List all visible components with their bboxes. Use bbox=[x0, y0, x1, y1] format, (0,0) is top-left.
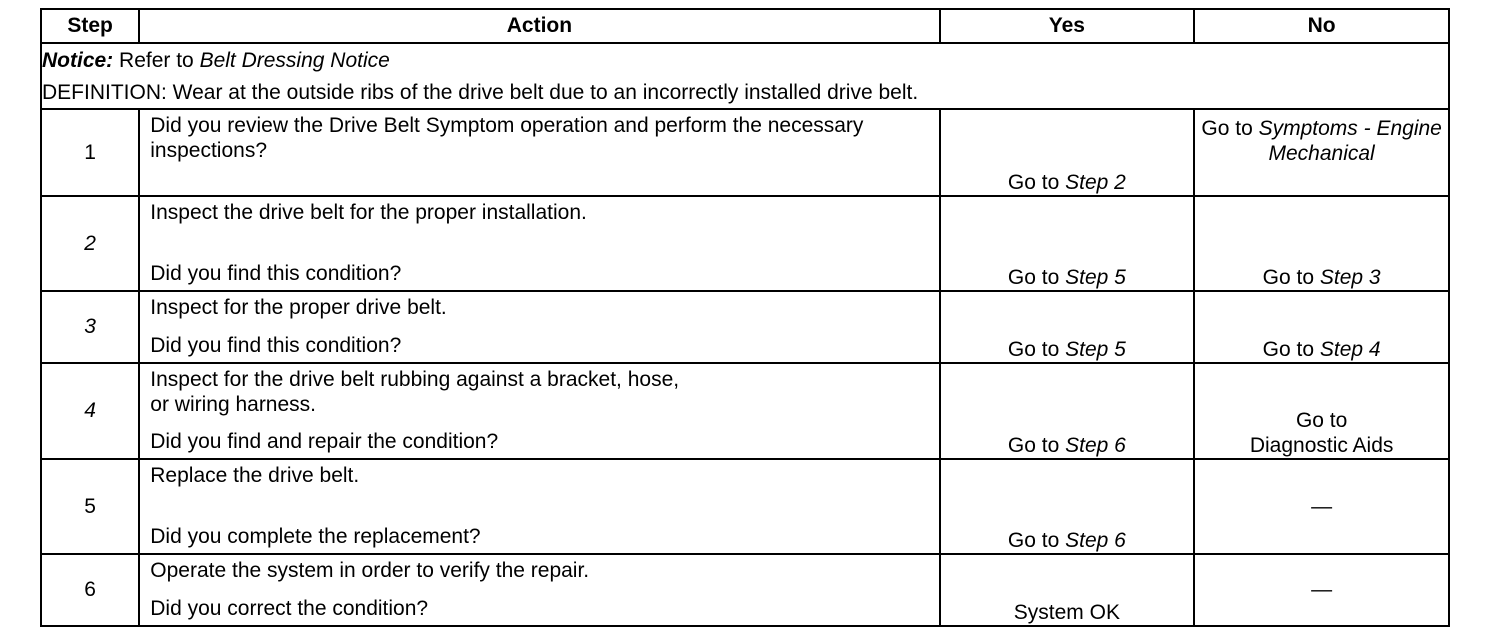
table-row bbox=[41, 554, 1449, 626]
yes-prefix: Go to bbox=[1007, 171, 1060, 194]
action-cell bbox=[139, 196, 939, 291]
table-row bbox=[41, 109, 1449, 196]
no-link[interactable]: Step 3 bbox=[1319, 266, 1381, 289]
yes-result: System OK bbox=[1013, 601, 1120, 624]
no-link[interactable]: Symptoms - Engine Mechanical bbox=[1258, 117, 1442, 165]
table-row bbox=[41, 291, 1449, 363]
notice-reference: Belt Dressing Notice bbox=[199, 49, 390, 72]
yes-link[interactable]: Step 6 bbox=[1065, 529, 1126, 552]
step-number: 2 bbox=[41, 196, 139, 291]
no-dash: — bbox=[1311, 578, 1333, 601]
definition-line: DEFINITION: Wear at the outside ribs of the drive belt due to an incorrectly installed drive belt. bbox=[42, 81, 919, 104]
no-cell bbox=[1194, 291, 1449, 363]
yes-link[interactable]: Step 6 bbox=[1065, 434, 1126, 457]
notice-label: Notice: bbox=[42, 49, 114, 72]
yes-cell bbox=[940, 363, 1195, 459]
no-cell bbox=[1194, 554, 1449, 626]
no-cell bbox=[1194, 109, 1449, 196]
notice-line bbox=[42, 44, 1448, 78]
action-question: Did you correct the condition? bbox=[150, 597, 429, 620]
action-cell bbox=[139, 291, 939, 363]
notice-cell bbox=[41, 43, 1449, 109]
action-cell bbox=[139, 363, 939, 459]
table-row bbox=[41, 459, 1449, 554]
no-cell bbox=[1194, 363, 1449, 459]
header-yes: Yes bbox=[940, 9, 1195, 43]
yes-prefix: Go to bbox=[1007, 266, 1060, 289]
yes-cell bbox=[940, 291, 1195, 363]
action-text: Did you review the Drive Belt Symptom operation and perform the necessary inspections? bbox=[150, 114, 864, 162]
no-link[interactable]: Step 4 bbox=[1319, 338, 1381, 361]
yes-cell bbox=[940, 196, 1195, 291]
header-action: Action bbox=[139, 9, 939, 43]
no-dash: — bbox=[1311, 494, 1333, 518]
step-number: 1 bbox=[41, 109, 139, 196]
action-text: Inspect for the proper drive belt. bbox=[150, 296, 447, 319]
step-number: 4 bbox=[41, 363, 139, 459]
yes-cell bbox=[940, 554, 1195, 626]
no-cell bbox=[1194, 459, 1449, 554]
action-text: Inspect for the drive belt rubbing against a bracket, hose, or wiring harness. bbox=[150, 368, 680, 416]
header-step: Step bbox=[41, 9, 139, 43]
yes-cell bbox=[940, 109, 1195, 196]
no-prefix: Go to bbox=[1262, 338, 1315, 361]
action-question: Did you find and repair the condition? bbox=[150, 430, 499, 453]
notice-prefix: Refer to bbox=[119, 49, 194, 72]
action-cell bbox=[139, 109, 939, 196]
step-number: 5 bbox=[41, 459, 139, 554]
yes-cell bbox=[940, 459, 1195, 554]
step-number: 6 bbox=[41, 554, 139, 626]
action-cell bbox=[139, 554, 939, 626]
action-text: Inspect the drive belt for the proper installation. bbox=[150, 201, 587, 224]
step-number: 3 bbox=[41, 291, 139, 363]
yes-link[interactable]: Step 2 bbox=[1065, 171, 1126, 194]
diagnostic-table bbox=[40, 8, 1450, 627]
no-link[interactable]: Diagnostic Aids bbox=[1249, 434, 1394, 457]
yes-link[interactable]: Step 5 bbox=[1065, 266, 1126, 289]
table-row bbox=[41, 363, 1449, 459]
no-prefix: Go to bbox=[1262, 266, 1315, 289]
yes-link[interactable]: Step 5 bbox=[1065, 338, 1126, 361]
header-row bbox=[41, 9, 1449, 43]
no-prefix: Go to bbox=[1295, 409, 1348, 432]
yes-prefix: Go to bbox=[1007, 434, 1060, 457]
notice-row bbox=[41, 43, 1449, 109]
action-cell bbox=[139, 459, 939, 554]
action-text: Operate the system in order to verify the repair. bbox=[150, 559, 590, 582]
action-question: Did you find this condition? bbox=[150, 334, 402, 357]
no-cell bbox=[1194, 196, 1449, 291]
no-prefix: Go to bbox=[1201, 117, 1253, 140]
header-no: No bbox=[1194, 9, 1449, 43]
action-question: Did you complete the replacement? bbox=[150, 525, 481, 548]
action-question: Did you find this condition? bbox=[150, 262, 402, 285]
yes-prefix: Go to bbox=[1007, 529, 1060, 552]
table-row bbox=[41, 196, 1449, 291]
action-text: Replace the drive belt. bbox=[150, 464, 360, 487]
yes-prefix: Go to bbox=[1007, 338, 1060, 361]
